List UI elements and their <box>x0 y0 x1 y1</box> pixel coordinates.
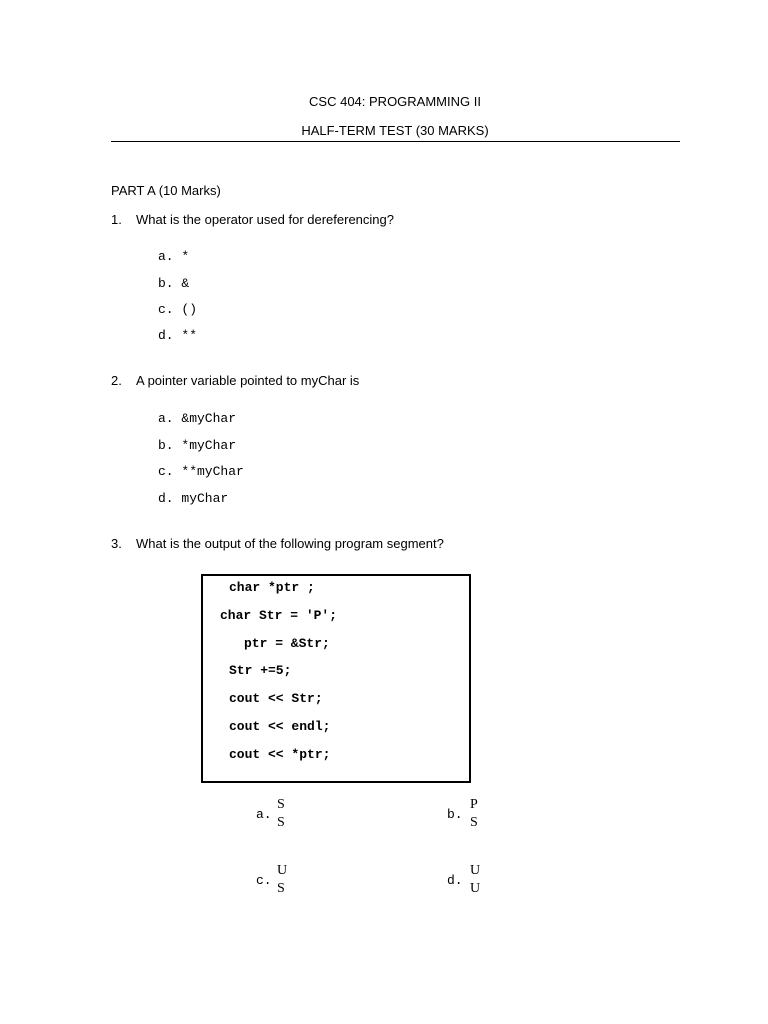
code-line-4: Str +=5; <box>229 663 292 678</box>
q3-answer-c-line-1: U <box>277 863 288 878</box>
question-2-number: 2. <box>111 373 122 388</box>
question-1-number: 1. <box>111 212 122 227</box>
q2-option-b: b. *myChar <box>158 438 237 453</box>
code-line-7: cout << *ptr; <box>229 747 331 762</box>
q3-answer-a-line-1: S <box>277 797 285 812</box>
q2-option-c: c. **myChar <box>158 464 244 479</box>
q2-option-d: d. myChar <box>158 491 229 506</box>
question-1-text: What is the operator used for dereferencing? <box>136 212 394 227</box>
part-a-heading: PART A (10 Marks) <box>111 183 221 198</box>
course-title: CSC 404: PROGRAMMING II <box>309 94 481 109</box>
q3-answer-c-label: c. <box>256 873 272 888</box>
q1-option-a: a. * <box>158 249 190 264</box>
q3-answer-a-label: a. <box>256 807 272 822</box>
q2-option-a: a. &myChar <box>158 411 237 426</box>
code-line-3: ptr = &Str; <box>244 636 330 651</box>
code-line-2: char Str = 'P'; <box>220 608 338 623</box>
q3-answer-b-line-1: P <box>470 797 478 812</box>
q3-answer-a-line-2: S <box>277 815 285 830</box>
q3-answer-d-line-2: U <box>470 881 481 896</box>
code-line-1: char *ptr ; <box>229 580 315 595</box>
q3-answer-d-label: d. <box>447 873 463 888</box>
q3-answer-d-line-1: U <box>470 863 481 878</box>
question-2-text: A pointer variable pointed to myChar is <box>136 373 360 388</box>
q1-option-d: d. ** <box>158 328 198 343</box>
q3-answer-c-line-2: S <box>277 881 285 896</box>
q3-answer-b-label: b. <box>447 807 463 822</box>
question-3-text: What is the output of the following program segment? <box>136 536 444 551</box>
question-3-number: 3. <box>111 536 122 551</box>
q1-option-b: b. & <box>158 276 190 291</box>
q3-answer-b-line-2: S <box>470 815 478 830</box>
header-rule <box>111 141 680 142</box>
test-title: HALF-TERM TEST (30 MARKS) <box>301 123 489 138</box>
code-line-6: cout << endl; <box>229 719 331 734</box>
code-line-5: cout << Str; <box>229 691 323 706</box>
q1-option-c: c. () <box>158 302 198 317</box>
